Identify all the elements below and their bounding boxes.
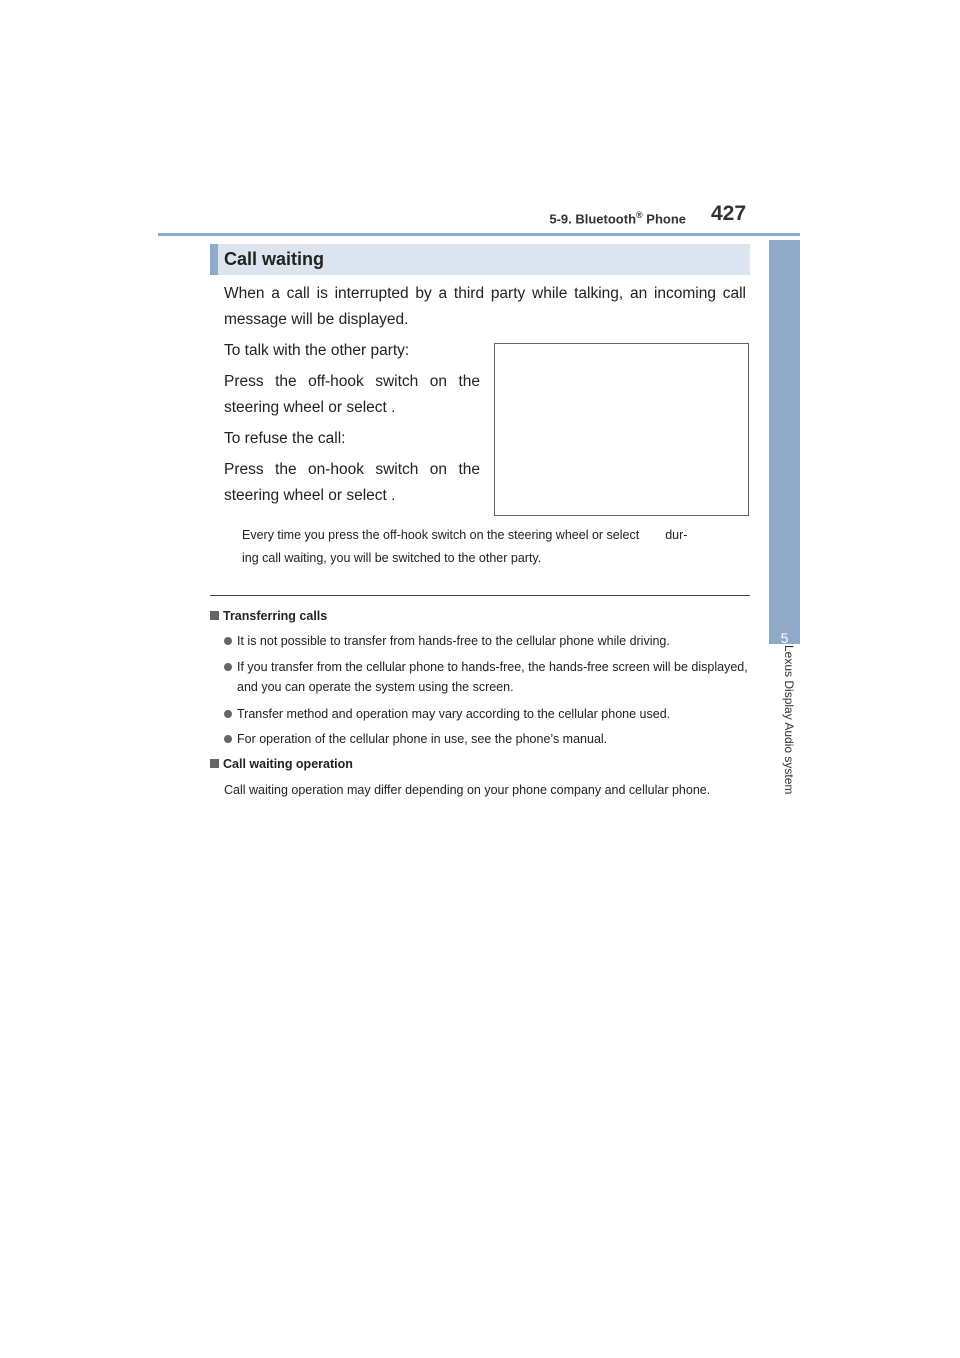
waiting-heading: Call waiting operation [210, 754, 353, 774]
section-title-bar [210, 244, 750, 275]
screen-illustration [494, 343, 749, 516]
bullet-item: It is not possible to transfer from hands-free to the cellular phone while driving. [224, 631, 750, 651]
talk-text-line-2: steering wheel or select . [224, 399, 396, 416]
note-paragraph [242, 524, 747, 570]
divider [210, 595, 750, 596]
dot-bullet-icon [224, 637, 232, 645]
dot-bullet-icon [224, 710, 232, 718]
bullet-item: Transfer method and operation may vary according to the cellular phone used. [224, 704, 750, 724]
dot-bullet-icon [224, 663, 232, 671]
waiting-paragraph: Call waiting operation may differ depending on your phone company and cellular phone. [224, 783, 711, 797]
section-breadcrumb: 5-9. Bluetooth® Phone [549, 210, 686, 227]
chapter-tab [769, 240, 800, 644]
refuse-text-line-2: steering wheel or select . [224, 487, 396, 504]
page-header [0, 0, 960, 240]
bullet-item: For operation of the cellular phone in use, see the phone’s manual. [224, 729, 750, 749]
bullet-item: If you transfer from the cellular phone to hands-free, the hands-free screen will be displayed, and you can operate the system using the screen. [224, 657, 750, 697]
section-title: Call waiting [224, 249, 325, 269]
page-number: 427 [711, 202, 747, 225]
talk-text-line-1: Press the off-hook switch on the [224, 373, 480, 390]
square-bullet-icon [210, 611, 219, 620]
note-line-2: ing call waiting, you will be switched to the other party. [242, 551, 542, 565]
square-bullet-icon [210, 759, 219, 768]
section-title-accent [210, 244, 218, 275]
header-rule [158, 233, 800, 236]
refuse-heading: To refuse the call: [224, 430, 346, 447]
intro-paragraph: When a call is interrupted by a third party while talking, an incoming call message will be displayed. [224, 285, 746, 328]
chapter-label: Lexus Display Audio system [782, 645, 796, 795]
transfer-heading: Transferring calls [210, 606, 327, 626]
talk-heading: To talk with the other party: [224, 342, 410, 359]
chapter-number: 5 [780, 630, 789, 646]
note-line-1: Every time you press the off-hook switch on the steering wheel or select dur- [242, 528, 688, 542]
dot-bullet-icon [224, 735, 232, 743]
refuse-text-line-1: Press the on-hook switch on the [224, 461, 480, 478]
